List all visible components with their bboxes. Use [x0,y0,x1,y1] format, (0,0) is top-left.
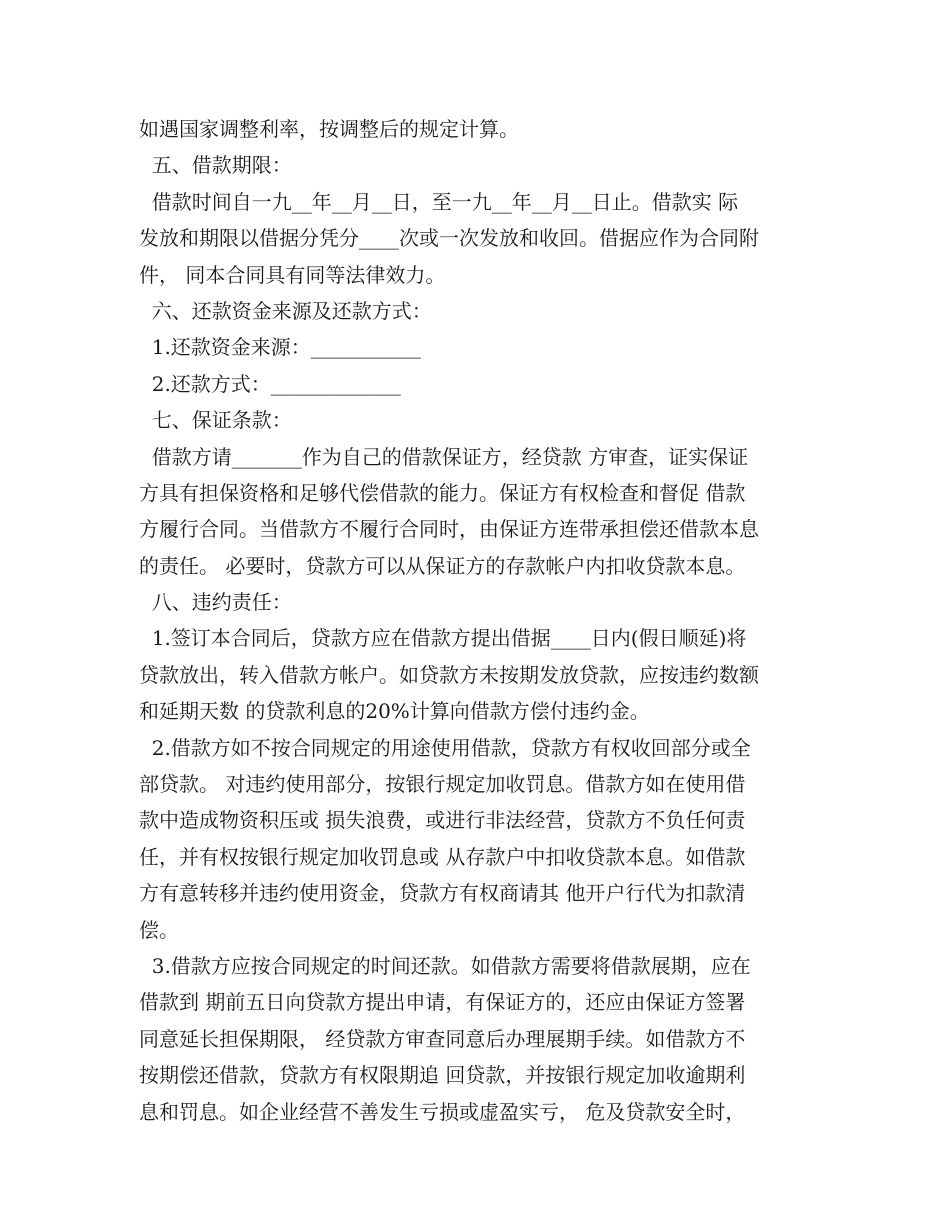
text-line: 1.签订本合同后，贷款方应在借款方提出借据____日内(假日顺延)将 [139,626,747,651]
text-line: 方有意转移并违约使用资金，贷款方有权商请其 他开户行代为扣款清 [139,881,746,906]
text-line: 借款时间自一九__年__月__日，至一九__年__月__日止。借款实 际 [139,189,739,214]
text-line: 的责任。 必要时，贷款方可以从保证方的存款帐户内扣收贷款本息。 [139,553,746,578]
text-line: 同意延长担保期限， 经贷款方审查同意后办理展期手续。如借款方不 [139,1026,746,1051]
text-line: 贷款放出，转入借款方帐户。如贷款方未按期发放贷款，应按违约数额 [139,662,759,687]
text-line: 方履行合同。当借款方不履行合同时，由保证方连带承担偿还借款本息 [139,517,759,542]
document-body [139,111,819,1130]
section-heading: 七、保证条款： [139,408,292,433]
section-heading: 五、借款期限： [139,153,292,178]
text-line: 3.借款方应按合同规定的时间还款。如借款方需要将借款展期，应在 [139,953,751,978]
text-line: 借款方请_______作为自己的借款保证方，经贷款 方审查，证实保证 [139,444,749,469]
text-line: 2.还款方式：_____________ [139,371,401,396]
text-line: 和延期天数 的贷款利息的20%计算向借款方偿付违约金。 [139,699,650,724]
text-line: 借款到 期前五日向贷款方提出申请，有保证方的，还应由保证方签署 [139,990,746,1015]
text-line: 发放和期限以借据分凭分____次或一次发放和收回。借据应作为合同附 [139,226,759,251]
section-heading: 八、违约责任： [139,590,292,615]
text-line: 息和罚息。如企业经营不善发生亏损或虚盈实亏， 危及贷款安全时， [139,1099,746,1124]
text-line: 如遇国家调整利率，按调整后的规定计算。 [139,117,519,141]
text-line: 偿。 [139,917,179,942]
text-line: 款中造成物资积压或 损失浪费，或进行非法经营，贷款方不负任何责 [139,808,746,833]
text-line: 部贷款。 对违约使用部分，按银行规定加收罚息。借款方如在使用借 [139,772,746,797]
text-line: 1.还款资金来源：___________ [139,335,421,360]
text-line: 按期偿还借款，贷款方有权限期追 回贷款，并按银行规定加收逾期利 [139,1063,746,1088]
text-line: 任，并有权按银行规定加收罚息或 从存款户中扣收贷款本息。如借款 [139,844,746,869]
text-line: 2.借款方如不按合同规定的用途使用借款，贷款方有权收回部分或全 [139,735,751,760]
text-line: 方具有担保资格和足够代偿借款的能力。保证方有权检查和督促 借款 [139,480,746,505]
text-line: 件， 同本合同具有同等法律效力。 [139,262,446,287]
section-heading: 六、还款资金来源及还款方式： [139,298,432,323]
